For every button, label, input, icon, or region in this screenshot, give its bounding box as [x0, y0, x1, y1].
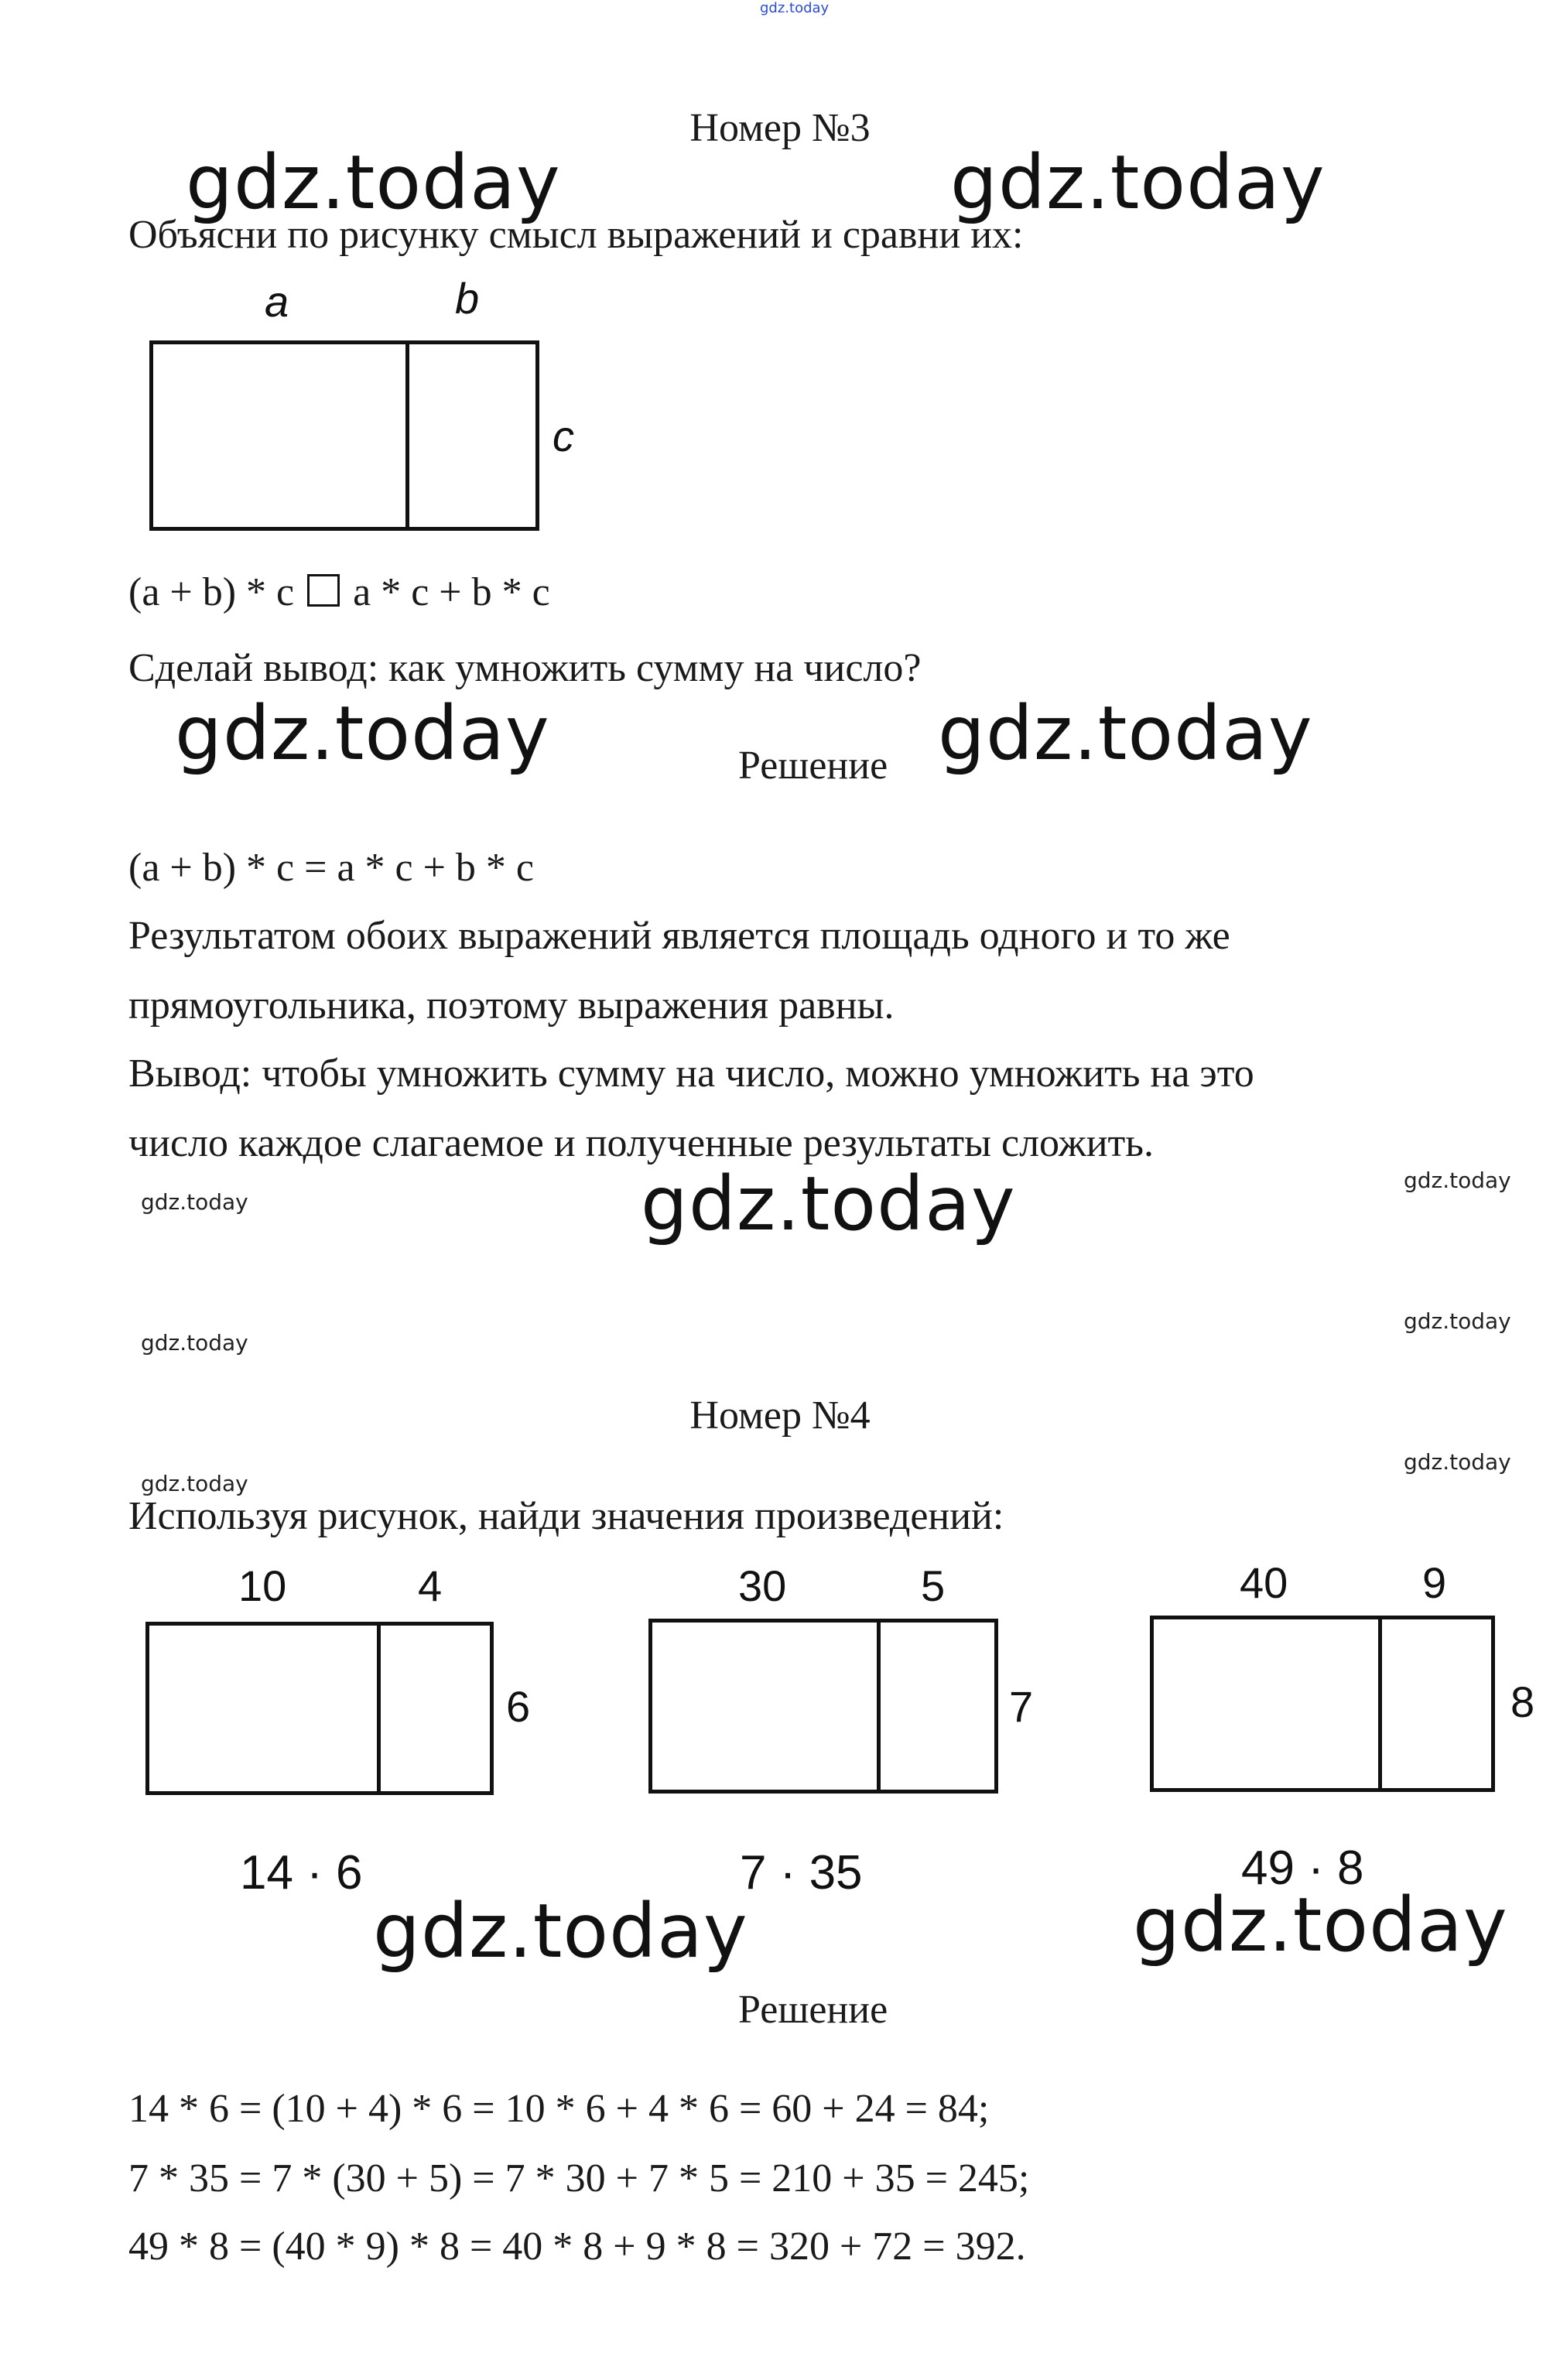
expression-left: (a + b) * c [128, 570, 295, 614]
task3-title: Номер №3 [689, 106, 871, 150]
watermark-small: gdz.today [141, 1330, 248, 1356]
figure-expression: 14 · 6 [240, 1846, 363, 1900]
figure-divider [1378, 1619, 1382, 1788]
figure-divider [405, 344, 409, 527]
figure-expression: 7 · 35 [740, 1846, 863, 1900]
watermark-small: gdz.today [141, 1471, 248, 1496]
figure-side-value: 7 [1009, 1682, 1034, 1731]
task4-solution-heading: Решение [738, 1988, 888, 2032]
task3-prompt: Сделай вывод: как умножить сумму на число? [128, 646, 922, 690]
watermark-large: gdz.today [950, 139, 1326, 226]
figure-divider [377, 1626, 381, 1791]
watermark-large: gdz.today [1133, 1882, 1508, 1968]
watermark-large: gdz.today [641, 1161, 1016, 1247]
watermark-small: gdz.today [1404, 1308, 1511, 1334]
task3-solution-heading: Решение [738, 744, 888, 788]
task3-solution-line: Вывод: чтобы умножить сумму на число, можно умножить на это [128, 1052, 1254, 1096]
figure-top-left-value: 10 [238, 1561, 287, 1610]
watermark-large: gdz.today [175, 690, 550, 777]
figure-rectangle [149, 340, 539, 531]
comparison-box-icon [307, 574, 340, 607]
task4-solution-line: 14 * 6 = (10 + 4) * 6 = 10 * 6 + 4 * 6 = 60 + 24 = 84; [128, 2087, 990, 2131]
figure-side-value: 8 [1510, 1677, 1535, 1726]
figure-rectangle [145, 1622, 494, 1795]
figure-side-value: 6 [506, 1682, 531, 1731]
watermark-large: gdz.today [186, 139, 561, 226]
header-watermark: gdz.today [760, 0, 830, 16]
watermark-large: gdz.today [373, 1888, 748, 1975]
task3-solution-line: (a + b) * c = a * c + b * c [128, 846, 535, 890]
figure-rectangle [648, 1619, 998, 1794]
figure-rectangle [1150, 1616, 1495, 1792]
task3-question: Объясни по рисунку смысл выражений и сравни их: [128, 213, 1024, 257]
figure-top-right-value: 5 [921, 1561, 946, 1610]
figure-divider [877, 1623, 881, 1790]
task4-title: Номер №4 [689, 1393, 871, 1438]
watermark-small: gdz.today [1404, 1168, 1511, 1193]
task3-comparison [128, 570, 550, 614]
task3-solution-line: Результатом обоих выражений является площадь одного и то же [128, 914, 1230, 958]
task3-solution-line: число каждое слагаемое и полученные результаты сложить. [128, 1121, 1154, 1165]
task3-solution-line: прямоугольника, поэтому выражения равны. [128, 983, 895, 1028]
watermark-large: gdz.today [938, 690, 1313, 777]
figure-label-a: a [265, 277, 289, 326]
figure-top-right-value: 9 [1422, 1558, 1447, 1607]
figure-label-b: b [455, 274, 480, 323]
watermark-small: gdz.today [1404, 1449, 1511, 1475]
figure-top-left-value: 30 [738, 1561, 787, 1610]
task4-question: Используя рисунок, найди значения произведений: [128, 1494, 1004, 1538]
figure-top-left-value: 40 [1240, 1558, 1288, 1607]
figure-expression: 49 · 8 [1241, 1841, 1364, 1895]
expression-right: a * c + b * c [353, 570, 550, 614]
watermark-small: gdz.today [141, 1189, 248, 1215]
figure-top-right-value: 4 [418, 1561, 443, 1610]
task4-solution-line: 49 * 8 = (40 * 9) * 8 = 40 * 8 + 9 * 8 = 320 + 72 = 392. [128, 2224, 1026, 2269]
figure-label-c: c [552, 412, 574, 460]
task4-solution-line: 7 * 35 = 7 * (30 + 5) = 7 * 30 + 7 * 5 = 210 + 35 = 245; [128, 2156, 1030, 2200]
